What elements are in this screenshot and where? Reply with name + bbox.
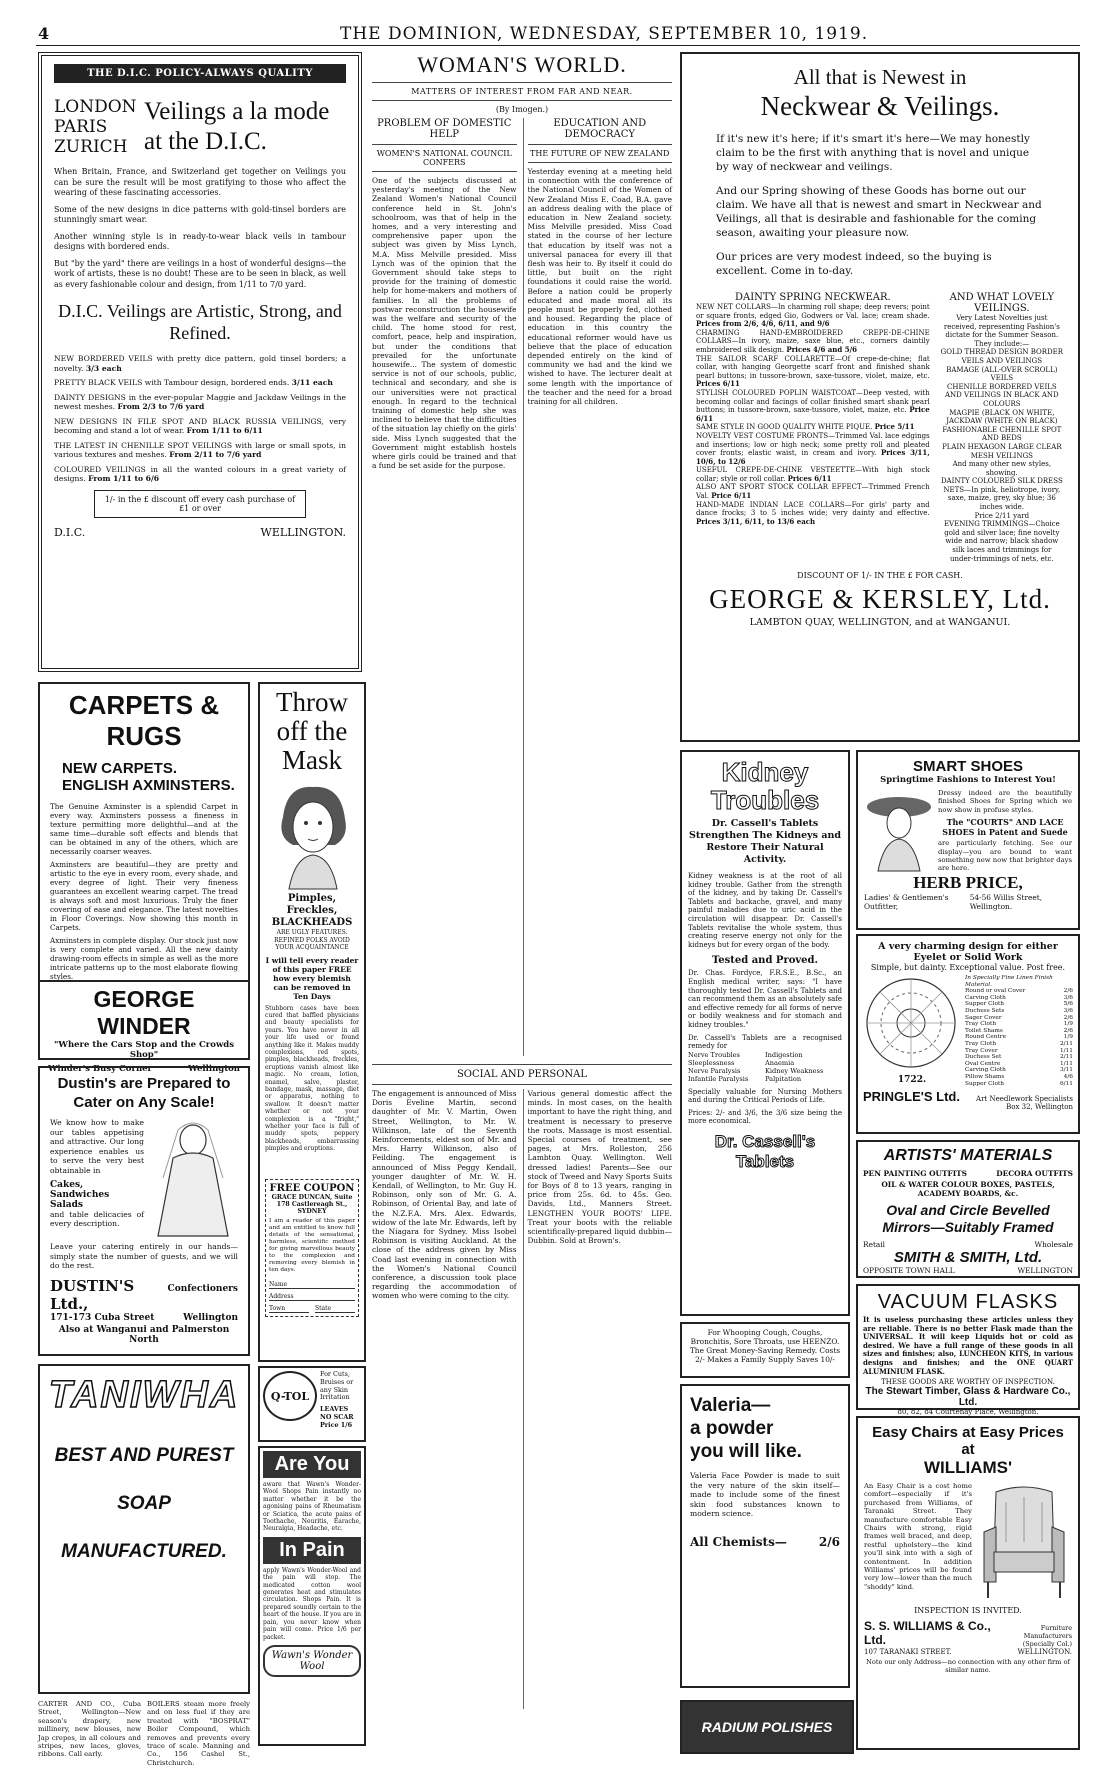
dic-item: PRETTY BLACK VEILS with Tambour design, bordered ends. 3/11 each [54,378,333,387]
herb-price-role: Ladies' & Gentlemen's Outfitter, [864,892,949,911]
winder-city: Wellington [188,1064,240,1074]
artists-title: ARTISTS' MATERIALS [883,1147,1053,1164]
city-paris: PARIS [54,117,108,137]
use-item: Indigestion [765,1050,803,1059]
dic-discount: 1/- in the £ discount off every cash purchase of £1 or over [94,490,306,518]
use-item: Palpitation [765,1075,802,1084]
veilings-list [940,292,1064,563]
in-pain-heading: In Pain [263,1537,361,1564]
valeria-title-2: a powder [690,1418,774,1439]
neckwear-item: USEFUL CREPE-DE-CHINE VESTEETTE—With high stock collar; style or roll collar. Prices 6/11 [696,466,930,483]
neckwear-item: ALSO ANT SPORT STOCK COLLAR EFFECT—Trimmed French Val. Price 6/11 [696,483,930,501]
dic-item: NEW BORDERED VEILS with pretty dice pattern, gold tinsel borders; a novelty. 3/3 each [54,354,346,373]
pringles-items-note: In Specially Fine Linen Finish Material. [965,975,1053,988]
social-body: The engagement is announced of Miss Doris Eveline Martin, second daughter of Mr. V. Martin, Owen Street, Wellington, to Mr. W. Wilkinson, late of the Seventh Reinforcements, eldest son of Mr. and Mrs. Harry Wilkinson, also of Feilding. The engagement is announced of Miss Peggy Kendall, younger daughter of Mr. W. H. Kendall, of Wellington, to Mr. Guy H. Robinson, only son of Mr. G. A. Robinson, of Oriental Bay, and late of the N.Z.F.A. Mrs. Alex. Edwards, widow of the late Mr. Edwards, left by the Niagara for Sydney. Miss Isobel Robinson is visiting Auckland. At the close of the address given by Miss Coad last evening in connection with the Women's National Council conference, a discussion took place regarding the accommodation of women who were coming to the city. [372,1089,517,1301]
dustins-firm: DUSTIN'S Ltd., [50,1276,135,1313]
dic-item: COLOURED VEILINGS in all the wanted colours in a great variety of designs. From 1/11 to 6/6 [54,464,346,483]
womans-world-title: WOMAN'S WORLD. [417,52,627,77]
stewart-timber-firm: The Stewart Timber, Glass & Hardware Co., Ltd. [865,1386,1071,1409]
free-coupon [265,1179,359,1317]
free-coupon-title: FREE COUPON [269,1182,355,1194]
easy-chairs-inspection: INSPECTION IS INVITED. [914,1606,1022,1615]
domestic-help-article [372,118,517,1056]
dustins-city: Wellington [183,1312,238,1323]
valeria-title-3: you will like. [690,1441,802,1462]
valeria-tag: All Chemists— [690,1534,787,1549]
coupon-body: I am a reader of this paper and am entitled to know full details of the sensational, harmless, scientific method for giving marvellous beauty to the complexion and removing every blemish in ten days. [269,1217,355,1273]
dic-item: THE LATEST IN CHENILLE SPOT VEILINGS with large or small spots, in various textures and meshes. From 2/11 to 7/6 yard [54,440,346,459]
qtol-advertisement [258,1366,366,1442]
valeria-advertisement [680,1384,850,1688]
veiling-item: Price 2/11 yard [974,511,1030,520]
price-row: Carving Cloth 3/6 [965,994,1073,1001]
williams-address: 107 TARANAKI STREET. [864,1648,952,1656]
dic-paragraph-2: Some of the new designs in dice patterns with gold-tinsel borders are stunningly smart wear. [54,204,346,224]
neckwear-item: SAME STYLE IN GOOD QUALITY WHITE PIQUE. Price 5/11 [696,422,915,432]
page-number: 4 [38,24,50,43]
pringles-advertisement [856,934,1080,1134]
price-row: Oval Centre 1/11 [965,1060,1073,1067]
dic-footer-right: WELLINGTON. [260,525,346,539]
pen-painting-outfits: PEN PAINTING OUTFITS [863,1169,968,1178]
price-row: Duchess Set 2/11 [965,1054,1073,1061]
use-item: Nerve Paralysis [688,1067,741,1076]
price-row: Tray Cloth 1/9 [965,1021,1073,1028]
neckwear-lists [696,292,1064,563]
coupon-state-field[interactable]: State [315,1301,355,1313]
mask-title: Throw off the Mask [276,687,348,775]
domestic-help-heading: PROBLEM OF DOMESTIC HELP [377,118,512,140]
wholesale-label: Wholesale [1034,1240,1073,1249]
education-body: Yesterday evening at a meeting held in connection with the conference of the National Council of the Women of New Zealand Miss E. Coad, B.A. gave an address dealing with the place of education in New Zealand society. Miss Melville presided. Miss Coad stated in the course of her lecture that education by itself was not a universal panacea for every ill that flesh was heir to. By itself it could do little, but built on the right foundations it could raise the world. Before a nation could be properly educated and made moral all its people must be properly fed, clothed and housed. Regarding the place of education in this country the educational reformer would have us believe that the place of education depended entirely on the kind of community we had and the kind we wished to have. The lecturer dealt at some length with the importance of the teacher and the need for a broad training for all children. [527,167,672,407]
neckwear-headline-2: Neckwear & Veilings. [760,91,1000,121]
kidney-advertisement [680,750,850,1316]
spring-neckwear-heading: DAINTY SPRING NECKWEAR. [734,292,891,303]
taniwha-line-2: BEST AND PUREST [54,1445,234,1466]
easy-chairs-body: An Easy Chair is a cost home comfort—especially if it's purchased from Williams, of Taranaki Street. They manufacture comfortable Easy Chairs with strong, rigid frames well braced, and deep, restful upholstery—the kind you'll sink into with a sigh of contentment. In addition Williams' prices will be found very low—lower than the much "shoddy" kind. [864,1482,972,1591]
winder-slogan: "Where the Cars Stop and the Crowds Shop" [53,1040,235,1060]
dustins-also: Also at Wanganui and Palmerston North [58,1324,230,1345]
vacuum-title: VACUUM FLASKS [877,1291,1059,1313]
city-zurich: ZURICH [54,137,128,157]
valeria-body: Valeria Face Powder is made to suit the very nature of the skin itself—made to include some of the finest skin food substances known to modern science. [690,1471,840,1519]
easy-chairs-advertisement [856,1416,1080,1750]
womans-world-subtitle: MATTERS OF INTEREST FROM FAR AND NEAR. [411,87,633,96]
neckwear-headline-1: All that is Newest in [793,65,967,89]
use-item: Kidney Weakness [765,1067,824,1076]
williams-note: Note our only Address—no connection with any other firm of similar name. [866,1658,1070,1674]
kidney-tested: Tested and Proved. [711,955,819,967]
smart-shoes-body-2: are particularly fetching. See our display—you are bound to want something new now that brighter days are here. [938,839,1072,873]
carpets-advertisement [38,682,250,982]
price-row: Supper Cloth 6/11 [965,1080,1073,1087]
in-pain-body: apply Wawn's Wonder-Wool and the pain will stop. The medicated cotton wool generates heat and stimulates circulation. Shops Pain. It is prepared soundly certain to the heart of the house. If you are in pain, you never know when pain will come. Price 1/6 per packet. [263,1566,361,1641]
smith-right: WELLINGTON [1017,1266,1073,1275]
george-kersley-address: LAMBTON QUAY, WELLINGTON, and at WANGANUI. [749,617,1011,629]
kidney-testimonial: Dr. Chas. Fordyce, F.R.S.E., B.Sc., an English medical writer, says: "I have thoroughly tested Dr. Cassell's Tablets and can recommend them as an absolutely safe and effective remedy for all forms of nerve or bodily weakness and for stomach and kidney troubles." [688,969,842,1029]
price-row: Round Centre 1/9 [965,1034,1073,1041]
winder-firm: GEORGE WINDER [93,986,195,1039]
dic-advertisement [38,52,362,672]
neckwear-item: STYLISH COLOURED POPLIN WAISTCOAT—Deep vested, with becoming collar and facings of collar finished smart shank pearl buttons; in tussore-brown, saxe-tussore, violet, maize, etc. Price 6/11 [696,388,930,423]
herb-price-firm: HERB PRICE, [913,872,1023,892]
pringles-sub: Simple, but dainty. Exceptional value. Post free. [870,963,1066,972]
artists-row-2: OIL & WATER COLOUR BOXES, PASTELS, ACADEMY BOARDS, &c. [881,1180,1055,1198]
neckwear-item: THE SAILOR SCARF COLLARETTE—Of crepe-de-chine; flat collar, with hanging Georgette scarf front and finished shank pearl buttons; in tussore-brown, saxe-tussore, violet, maize, etc. Prices 6/11 [696,354,930,389]
pattern-number: 1722. [897,1075,927,1085]
neckwear-discount: DISCOUNT OF 1/- IN THE £ FOR CASH. [797,571,963,581]
carpets-p1: The Genuine Axminster is a splendid Carpet in every way. Axminsters possess a fineness in texture permitting more delightful—and at the same time—durable soft effects and blends that can be obtained in any of the others, which are necessarily coarser weaves. [50,802,238,856]
price-row: Tray Cover 1/11 [965,1047,1073,1054]
dic-paragraph-3: Another winning style is in ready-to-wear black veils in tambour designs with bordered ends. [54,231,346,251]
easy-chairs-title-1: Easy Chairs at Easy Prices at [872,1424,1064,1458]
neckwear-paragraph-1: If it's new it's here; if it's smart it's here—We may honestly claim to be the first with anything that is novel and unique by way of neckwear and veilings. [716,133,1030,173]
valeria-price: 2/6 [818,1534,840,1549]
pringles-price-list [965,975,1073,1087]
dic-headline: Veilings a la mode at the D.I.C. [144,98,330,155]
carpets-p2: Axminsters are beautiful—they are pretty and artistic to the eye in every room, every shade, and every degree of light. Their very fineness guarantees an excellent wearing carpet. The tread is always soft and most luxurious. Truly the finer covering of ease and elegance. The latest novelties in Floor Coverings. Now showing this month in Carpets. [50,860,238,932]
mask-body: Stubborn cases have been cured that baffled physicians and beauty specialists for years. You have never in all your life used or found anything like it. Makes muddy complexions, red spots, pimples, blackheads, freckles, eruptions vanish almost like magic. No cream, lotion, enamel, salve, plaster, bandage, mask, massage, diet or apparatus, nothing to swallow. It doesn't matter whether or not your complexion is a "fright," whether your face is full of muddy spots, peppery blackheads, embarrassing pimples and eruptions. [265,1004,359,1153]
masthead [0,18,1114,48]
veiling-item: FASHIONABLE CHENILLE SPOT AND BEDS [942,425,1062,443]
are-you-body: aware that Wawn's Wonder-Wool Shops Pain instantly no matter whether it be the agonising pains of Rheumatism or Sciatica, the acute pains of Toothache, Neuritis, Earache, Neuralgia, Headache, etc. [263,1481,361,1533]
carter-notice: CARTER AND CO., Cuba Street, Wellington—New season's drapery, new millinery, new blouses, new Jap crepes, in all colours and stripes, new laces, gloves, ribbons. Call early. [38,1700,141,1759]
education-article [523,118,673,1056]
dic-footer-left: D.I.C. [54,525,86,539]
carpets-p3: Axminsters in complete display. Our stock just now is very complete and varied. All the new dainty drawing-room effects in simple as well as the more intricate patterns up to the most elaborate flowing styles. [50,936,238,981]
kidney-subheading: Dr. Cassell's Tablets Strengthen The Kidneys and Restore Their Natural Activity. [688,818,842,865]
george-kersley-firm: GEORGE & KERSLEY, Ltd. [709,584,1051,615]
qtol-side: For Cuts, Bruises or any Skin Irritation [320,1370,354,1402]
coupon-town-field[interactable]: Town [269,1301,309,1313]
boilers-notice: BOILERS steam more freely and on less fuel if they are treated with "BOSPRAT" Boiler Compound, which removes and prevents every trace of scale. Manning and Co., 156 Cashel St., Christchurch. [147,1700,250,1767]
social-heading: SOCIAL AND PERSONAL [456,1069,588,1080]
kidney-note: Specially valuable for Nursing Mothers and during the Critical Periods of Life. [688,1087,842,1105]
veiling-item: PLAIN HEXAGON LARGE CLEAR MESH VEILINGS [942,442,1062,460]
dic-items [54,354,346,484]
dic-footer [54,526,346,539]
byline: (By Imogen.) [495,105,549,114]
price-row: Pillow Shams 4/6 [965,1073,1073,1080]
price-row: Tray Cloth 2/11 [965,1040,1073,1047]
taniwha-line-3: SOAP [117,1493,171,1514]
masthead-title: THE DOMINION, WEDNESDAY, SEPTEMBER 10, 1919. [340,24,869,44]
dic-item: NEW DESIGNS IN FILE SPOT AND BLACK RUSSIA VEILINGS, very becoming and stand a lot of wear. From 1/11 to 6/11 [54,416,346,435]
dic-banner: THE D.I.C. POLICY-ALWAYS QUALITY [54,64,346,83]
stewart-timber-address: 80, 82, 84 Courtenay Place, Wellington. [897,1408,1039,1417]
coupon-address: GRACE DUNCAN, Suite 178 Castlereagh St., SYDNEY [271,1193,353,1216]
kidney-uses [688,1051,842,1084]
artists-materials-advertisement [856,1140,1080,1278]
smart-shoes-advertisement [856,750,1080,930]
education-heading: EDUCATION AND DEMOCRACY [553,118,647,140]
heenzo-advertisement: For Whooping Cough, Coughs, Bronchitis, Sore Throats, use HEENZO. The Great Money-Saving Remedy. Costs 2/- Makes a Family Supply Saves 10/- [680,1322,850,1378]
use-item: Nerve Troubles [688,1050,740,1059]
cassells-brand: Dr. Cassell's Tablets [714,1131,816,1171]
smart-shoes-body: Dressy indeed are the beautifully finished Shoes for Spring which we now show in profuse styles. [938,789,1072,814]
are-you-heading: Are You [263,1451,361,1478]
price-row: Supper Cloth 5/6 [965,1001,1073,1008]
mask-offer: I will tell every reader of this paper FREE how every blemish can be removed in Ten Days [265,955,359,1001]
social-columns [372,1089,672,1709]
pringles-firm: PRINGLE'S Ltd. [863,1089,960,1105]
armchair-illustration [976,1482,1072,1602]
dustins-advertisement [38,1066,250,1356]
pringles-address: Box 32, Wellington [1006,1103,1073,1112]
neckwear-advertisement [680,52,1080,742]
womans-world-section [372,52,672,1777]
carpets-sub1: NEW CARPETS. [62,760,178,777]
smith-left: OPPOSITE TOWN HALL [863,1266,955,1275]
spring-neckwear-list [696,292,930,563]
embroidery-design-illustration [863,975,959,1071]
price-row: Carving Cloth 3/11 [965,1067,1073,1074]
veiling-item: MAGPIE (BLACK ON WHITE, JACKDAW (WHITE ON BLACK) [946,408,1058,426]
use-item: Anaemia [765,1058,795,1067]
taniwha-line-4: MANUFACTURED. [61,1541,227,1562]
winder-footer [38,982,250,1074]
use-item: Infantile Paralysis [688,1075,749,1084]
woman-portrait-illustration [265,779,361,889]
dic-item: DAINTY DESIGNS in the ever-popular Maggie and Jackdaw Veilings in the newest meshes. From 2/3 to 7/6 yard [54,392,346,411]
herb-price-address: 54-56 Willis Street, Wellington. [969,892,1043,911]
dustins-title: Dustin's are Prepared to Cater on Any Scale! [57,1075,231,1111]
carpets-title: CARPETS & RUGS [68,690,220,751]
veiling-item: BAMAGE (ALL-OVER SCROLL) VEILS [946,365,1058,383]
kidney-body: Kidney weakness is at the root of all kidney trouble. Gather from the strength of the kidney, and by taking Dr. Cassell's Tablets and backache, gravel, and many painful maladies due to uric acid in the circulation will disappear. Dr. Cassell's Tablets revitalise the whole system, thus creating reserve energy not only for the kidneys but for every organ of the body. [688,872,842,949]
kidney-price: Prices: 2/- and 3/6, the 3/6 size being the more economical. [688,1108,842,1126]
dic-cities [54,97,144,157]
price-row: Round or oval Cover 2/6 [965,988,1073,995]
bride-illustration [148,1118,238,1238]
veiling-item: EVENING TRIMMINGS—Choice gold and silver lace; fine novelty wide and narrow; black shadow silk laces and trimmings for under-trimmings of nets, etc. [943,520,1060,563]
williams-role: Furniture Manufacturers (Specially Col.) [1022,1624,1072,1648]
wonder-wool-advertisement [258,1446,366,1746]
kidney-title-1: Kidney [721,757,809,787]
price-row: Sager Cover 2/6 [965,1014,1073,1021]
neckwear-paragraph-3: Our prices are very modest indeed, so the buying is excellent. Come in to-day. [716,251,992,277]
price-row: Duchess Sets 3/6 [965,1007,1073,1014]
veiling-item: DAINTY COLOURED SILK DRESS NETS—In pink, heliotrope, ivory, saxe, maize, grey, sky blue; 36 inches wide. [940,477,1063,512]
taniwha-footnotes [38,1700,250,1767]
neckwear-paragraph-2: And our Spring showing of these Goods has borne out our claim. We have all that is newest and smart in Neckwear and Veilings, all that is desirable and fashionable for the coming season, awaiting your pleasure now. [716,185,1042,239]
decora-outfits: DECORA OUTFITS [996,1169,1073,1178]
taniwha-title: TANIWHA [48,1374,240,1416]
coupon-name-field[interactable]: Name [269,1277,355,1289]
vacuum-note: THESE GOODS ARE WORTHY OF INSPECTION. [881,1378,1055,1387]
winder-corner: Winder's Busy Corner [48,1064,153,1074]
smith-smith-firm: SMITH & SMITH, Ltd. [893,1249,1043,1266]
qtol-note: LEAVES NO SCAR Price 1/6 [320,1405,354,1429]
dustins-items: Cakes, Sandwiches Salads [50,1179,110,1210]
dic-subhead: D.I.C. Veilings are Artistic, Strong, and Refined. [58,301,342,343]
masthead-rule [36,45,1080,46]
coupon-address-field[interactable]: Address [269,1289,355,1301]
dustins-role: Confectioners [167,1283,238,1294]
kidney-title-2: Troubles [710,785,820,815]
taniwha-advertisement [38,1364,250,1694]
wonder-wool-brand: Wawn's Wonder Wool [263,1645,361,1677]
veiling-item: Very Latest Novelties just received, representing Fashion's dictate for the Summer Season. They include:— [943,314,1060,348]
pringles-headline: A very charming design for either Eyelet or Solid Work [878,941,1058,963]
lady-hat-illustration [864,789,934,871]
social-body-2: Various general domestic affect the minds. In most cases, on the health important to have the right thing, and treatment is necessary to preserve the roots. Massage is most essential. Special courses of treatment, see pages, at Mrs. Rolleston, 256 Lambton Quay. Wellington. Well dressed ladies! Parents—See our stock of Tweed and Navy Sports Suits for Boys of 8 to 13 years, ranging in price from 25s. 6d. to 45s. Geo. Davids, Ltd., Manners Street. LENGTHEN YOUR BOOTS' LIFE. Treat your boots with the reliable scientifically-prepared liquid dubbin—Dubbin. Sold at Brown's. [523,1089,673,1709]
retail-label: Retail [863,1240,886,1249]
mirrors-heading: Oval and Circle Bevelled Mirrors—Suitably Framed [882,1202,1054,1235]
veiling-item: CHENILLE BORDERED VEILS AND VEILINGS IN BLACK AND COLOURS [945,382,1059,408]
price-row: Toilet Shams 2/6 [965,1027,1073,1034]
pimples-subheading: ARE UGLY FEATURES. REFINED FOLKS AVOID YOUR ACQUAINTANCE [274,929,350,951]
veilings-heading: AND WHAT LOVELY VEILINGS. [949,292,1055,314]
neckwear-item: NOVELTY VEST COSTUME FRONTS—Trimmed Val. lace edgings and insertions; low or high neck; some pretty roll and pleated cover fronts; elastic waist, in cream and ivory. Prices 3/11, 10/6, to 12/6 [696,431,930,466]
neckwear-item: CHARMING HAND-EMBROIDERED CREPE-DE-CHINE COLLARS—In ivory, maize, saxe blue, etc., corners daintily embroidered silk design. Prices 4/6 and 5/6 [696,328,930,354]
womans-world-columns [372,118,672,1056]
neckwear-item: HAND-MADE INDIAN LACE COLLARS—For girls' party and dance frocks; 3 to 5 inches wide; very dainty and effective. Prices 3/11, 6/11, to 13/6 each [696,500,930,526]
dustins-p1: We know how to make our tables appetising and attractive. Our long experience enables us to serve the very best obtainable in [50,1118,144,1175]
city-london: LONDON [54,97,137,117]
easy-chairs-title-2: WILLIAMS' [923,1458,1013,1477]
use-item: Sleeplessness [688,1058,735,1067]
education-subheading: THE FUTURE OF NEW ZEALAND [530,149,670,158]
williams-firm: S. S. WILLIAMS & Co., Ltd. [864,1619,991,1647]
dic-header [54,97,346,157]
mask-advertisement [258,682,366,1362]
dic-paragraph-4: But "by the yard" there are veilings in a host of wonderful designs—the work of artists, these is no doubt! These are to be seen in black, as well as every fashionable colour and design, from 1/11 to 7/0 yard. [54,258,346,289]
vacuum-flasks-advertisement [856,1284,1080,1417]
smart-shoes-title: SMART SHOES [912,758,1023,775]
valeria-title-1: Valeria— [690,1395,771,1416]
domestic-help-subheading: WOMEN'S NATIONAL COUNCIL CONFERS [376,149,512,167]
veiling-item: And many other new styles, showing. [952,460,1052,477]
radium-polishes-advertisement: RADIUM POLISHES [680,1700,854,1754]
kidney-uses-label: Dr. Cassell's Tablets are a recognised remedy for [688,1033,842,1051]
dustins-address: 171-173 Cuba Street [50,1312,155,1323]
courts-heading: The "COURTS" AND LACE SHOES in Patent and Suede [942,817,1068,838]
pringles-role: Art Needlework Specialists [976,1095,1073,1104]
neckwear-item: NEW NET COLLARS—In charming roll shape; deep revers; point or square fronts, edged Gio, Godwers or Val. lace; cream shade. Prices from 2/6, 4/6, 6/11, and 9/6 [696,303,930,329]
pimples-heading: Pimples, Freckles, BLACKHEADS [271,893,353,928]
carpets-sub2: ENGLISH AXMINSTERS. [62,777,235,794]
dic-intro: When Britain, France, and Switzerland get together on Veilings you can be sure the result will be most gratifying to those who affect the wearing of these fascinating accessories. [54,167,346,197]
veiling-item: GOLD THREAD DESIGN BORDER VEILS AND VEILINGS [940,348,1064,365]
dustins-p3: Leave your catering entirely in our hands—simply state the number of guests, and we will do the rest. [50,1242,238,1271]
domestic-help-body: One of the subjects discussed at yesterday's meeting of the New Zealand Women's National Council conference held in St. John's schoolroom, was that of help in the homes, and a very interesting and comprehensive paper upon the subject was given by Miss Lynch, M.A. Miss Melville presided. Miss Lynch was of the opinion that the Government should take steps to provide for the training of domestic help for home-makers and mothers of families. In all the problems of postwar reconstruction the housewife was the welfare and security of the child. The home stood for rest, comfort, peace, help and inspiration, but under the conditions that prevailed for the unfortunate housewife... The system of domestic service is not of our schools, public, technical and secondary, and she is our universities were not practical enough. In regard to the technical training of domestic help she was inclined to believe that the difficulties of the situation lay chiefly on the girls' side. Miss Lynch suggested that the Government might establish hostels where girls could be trained and that a fund be set aside for the purpose. [372,176,517,471]
smart-shoes-sub: Springtime Fashions to Interest You! [880,775,1056,785]
williams-city: WELLINGTON. [1017,1648,1072,1656]
dustins-p2: and table delicacies of every description. [50,1209,144,1229]
qtol-logo: Q-TOL [263,1371,317,1421]
vacuum-body: It is useless purchasing these articles unless they are reliable. There is no better Flask made than the UNIVERSAL. It will keep Liquids hot or cold as desired. We have a full range of these goods in all sizes and finishes; also, LUNCHEON KITS, in various designs and finishes; and the ONE QUART ALUMINIUM FLASK. [863,1315,1073,1376]
